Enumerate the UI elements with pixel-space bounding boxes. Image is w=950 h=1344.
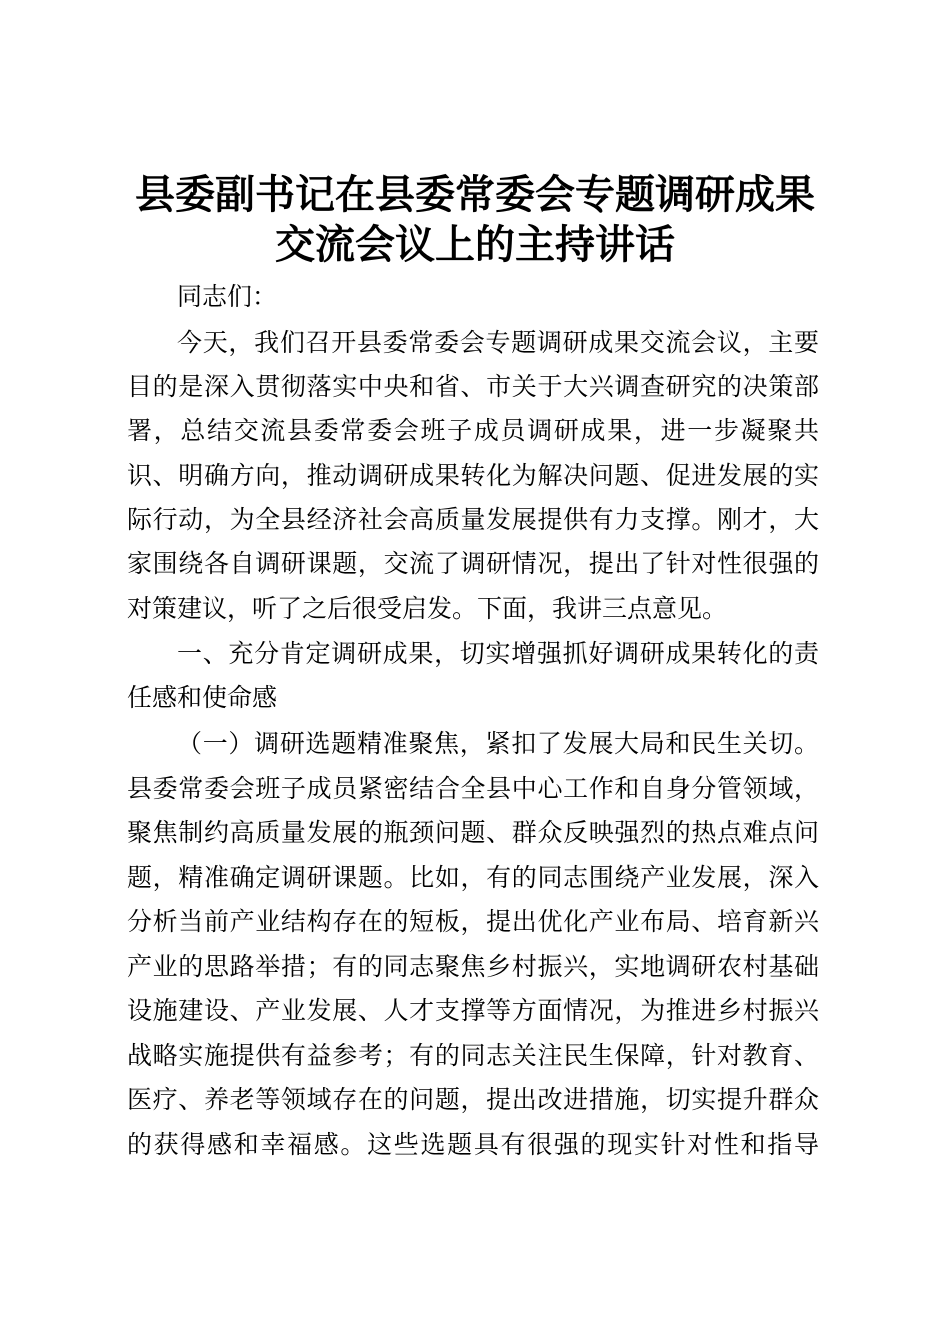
section-heading-line: 一、充分肯定调研成果，切实增强抓好调研成果转化的责 bbox=[177, 639, 819, 668]
paragraph-line: （一）调研选题精准聚焦，紧扣了发展大局和民生关切。 bbox=[177, 729, 819, 758]
paragraph-line: 题，精准确定调研课题。比如，有的同志围绕产业发展，深入 bbox=[127, 863, 819, 892]
paragraph-line: 家围绕各自调研课题，交流了调研情况，提出了针对性很强的 bbox=[127, 549, 819, 578]
section-heading-line: 任感和使命感 bbox=[127, 683, 278, 712]
paragraph-line: 际行动，为全县经济社会高质量发展提供有力支撑。刚才，大 bbox=[127, 505, 819, 534]
paragraph-line: 聚焦制约高质量发展的瓶颈问题、群众反映强烈的热点难点问 bbox=[127, 818, 819, 847]
paragraph-line: 的获得感和幸福感。这些选题具有很强的现实针对性和指导 bbox=[127, 1130, 819, 1159]
paragraph-line: 战略实施提供有益参考；有的同志关注民生保障，针对教育、 bbox=[127, 1041, 819, 1070]
paragraph-line: 分析当前产业结构存在的短板，提出优化产业布局、培育新兴 bbox=[127, 907, 819, 936]
paragraph-line: 今天，我们召开县委常委会专题调研成果交流会议，主要 bbox=[177, 328, 819, 357]
paragraph-line: 目的是深入贯彻落实中央和省、市关于大兴调查研究的决策部 bbox=[127, 372, 819, 401]
paragraph-line: 署，总结交流县委常委会班子成员调研成果，进一步凝聚共 bbox=[127, 416, 819, 445]
paragraph-line: 县委常委会班子成员紧密结合全县中心工作和自身分管领域， bbox=[127, 774, 819, 803]
paragraph-line: 识、明确方向，推动调研成果转化为解决问题、促进发展的实 bbox=[127, 461, 819, 490]
paragraph-line: 设施建设、产业发展、人才支撑等方面情况，为推进乡村振兴 bbox=[127, 996, 819, 1025]
paragraph-line: 医疗、养老等领域存在的问题，提出改进措施，切实提升群众 bbox=[127, 1085, 819, 1114]
salutation: 同志们： bbox=[177, 282, 278, 311]
paragraph-line: 产业的思路举措；有的同志聚焦乡村振兴，实地调研农村基础 bbox=[127, 952, 819, 981]
paragraph-line: 对策建议，听了之后很受启发。下面，我讲三点意见。 bbox=[127, 594, 728, 623]
document-title-line-2: 交流会议上的主持讲话 bbox=[275, 222, 675, 268]
document-title-line-1: 县委副书记在县委常委会专题调研成果 bbox=[135, 172, 815, 218]
